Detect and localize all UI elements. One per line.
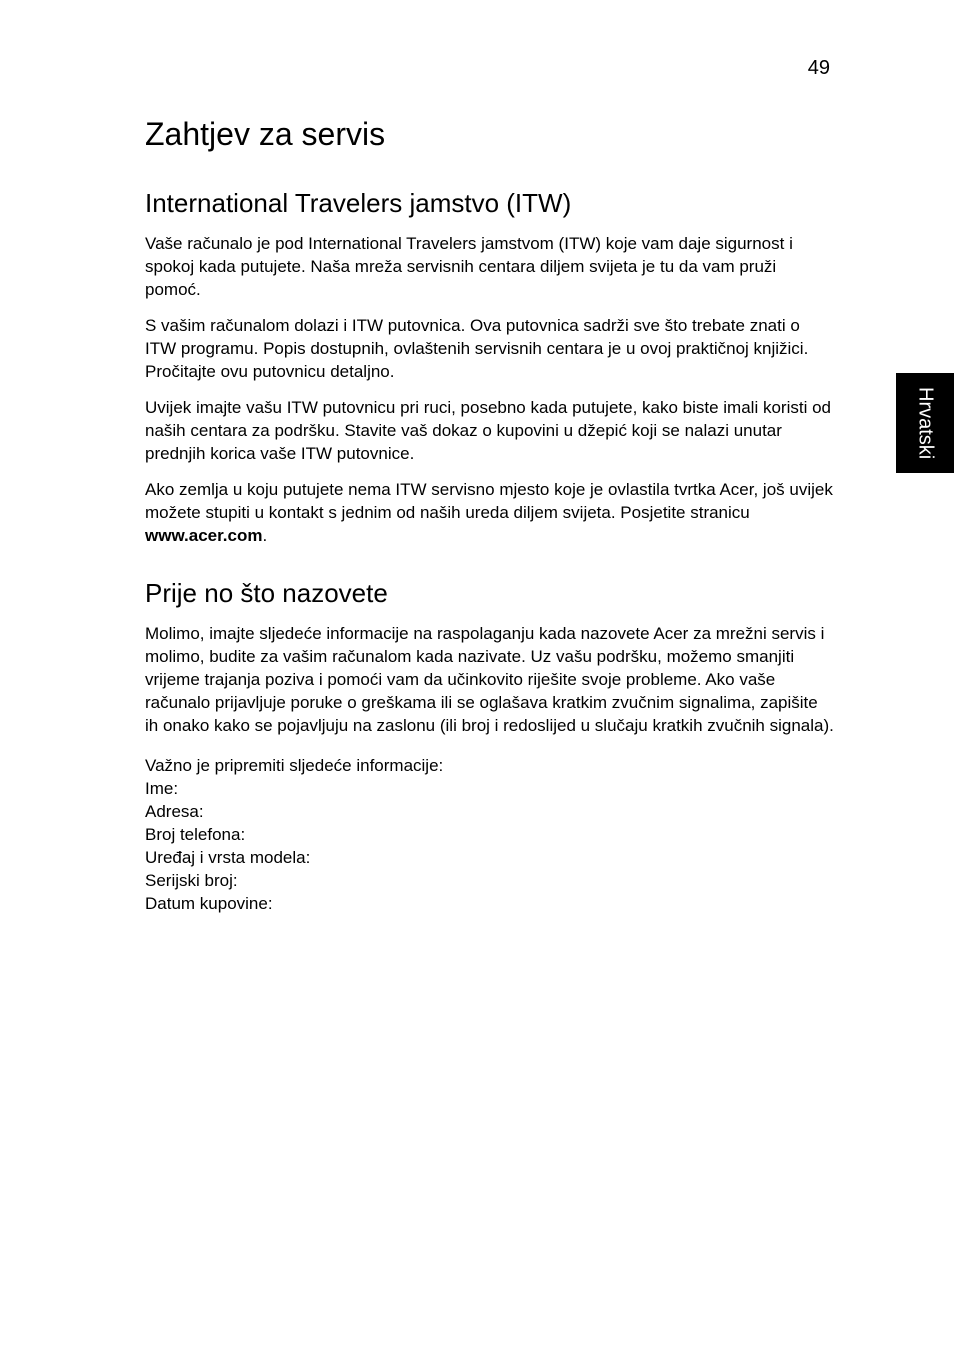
list-item: Uređaj i vrsta modela: xyxy=(145,848,311,867)
section-heading-before-calling: Prije no što nazovete xyxy=(145,578,388,608)
language-tab xyxy=(896,373,954,473)
section-before-calling xyxy=(145,577,835,915)
section-itw xyxy=(145,187,835,547)
paragraph: Molimo, imajte sljedeće informacije na raspolaganju kada nazovete Acer za mrežni servis i molimo, budite za vašim računalom kada nazivate. Uz vašu podršku, možemo smanjiti vrijeme trajanja poziva i pomoći vam da učinkovito riješite svoje probleme. Ako vaše računalo prijavljuje poruke o greškama ili se oglašava kratkim zvučnim signalima, zapišite ih onako kako se pojavljuju na zaslonu (ili broj i redoslijed u slučaju kratkih zvučnih signala). xyxy=(145,624,834,735)
acer-website-link[interactable]: www.acer.com xyxy=(145,526,263,545)
page-number: 49 xyxy=(807,57,830,79)
paragraph: Vaše računalo je pod International Travelers jamstvom (ITW) koje vam daje sigurnost i spokoj kada putujete. Naša mreža servisnih centara diljem svijeta je tu da vam pruži pomoć. xyxy=(145,234,793,299)
language-tab-label: Hrvatski xyxy=(914,386,937,460)
list-item: Adresa: xyxy=(145,802,204,821)
page-content xyxy=(145,112,835,915)
paragraph: Uvijek imajte vašu ITW putovnicu pri ruci, posebno kada putujete, kako biste imali koristi od naših centara za podršku. Stavite vaš dokaz o kupovini u džepić koji se nalazi unutar prednjih korica vaše ITW putovnice. xyxy=(145,398,831,463)
paragraph-contact-end: . xyxy=(262,526,268,545)
list-item: Serijski broj: xyxy=(145,871,238,890)
section-heading-itw: International Travelers jamstvo (ITW) xyxy=(145,188,572,218)
paragraph-contact-text: Ako zemlja u koju putujete nema ITW servisno mjesto koje je ovlastila tvrtka Acer, još uvijek možete stupiti u kontakt s jednim od naših ureda diljem svijeta. Posjetite stranicu xyxy=(145,480,833,522)
page-title: Zahtjev za servis xyxy=(145,116,386,152)
list-item: Broj telefona: xyxy=(145,825,246,844)
list-item: Datum kupovine: xyxy=(145,894,273,913)
list-item: Ime: xyxy=(145,779,179,798)
required-info-list xyxy=(145,754,835,915)
list-item: Važno je pripremiti sljedeće informacije: xyxy=(145,756,444,775)
paragraph: S vašim računalom dolazi i ITW putovnica. Ova putovnica sadrži sve što trebate znati o ITW programu. Popis dostupnih, ovlaštenih servisnih centara je u ovoj praktičnoj knjižici. Pročitajte ovu putovnicu detaljno. xyxy=(145,316,809,381)
paragraph-contact xyxy=(145,478,835,547)
